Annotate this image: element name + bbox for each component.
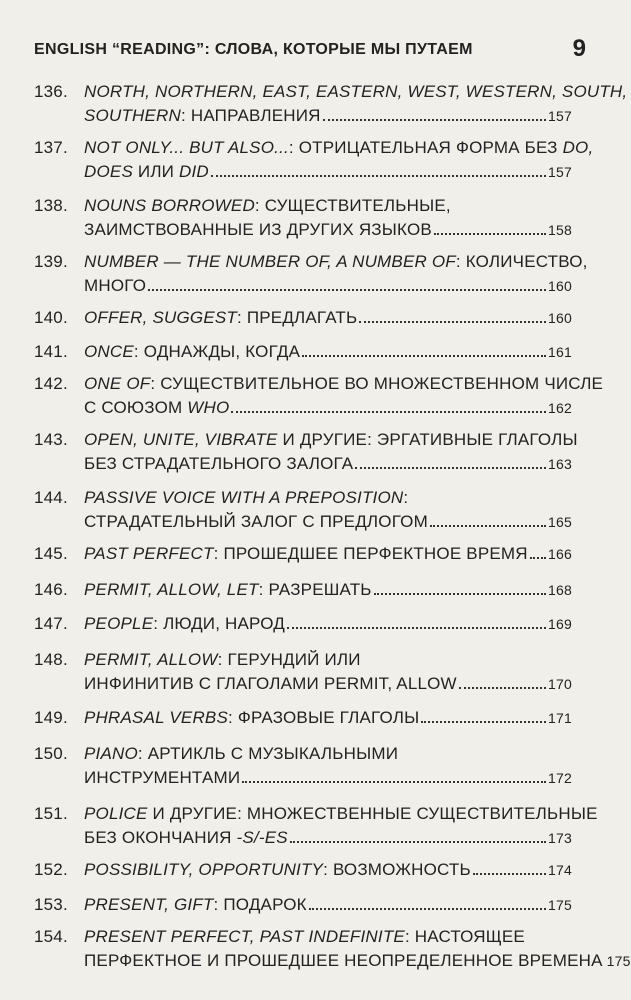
entry-term: PRESENT, GIFT [84,895,214,914]
dot-leader [374,578,546,595]
entry-number: 138. [34,196,68,215]
toc-entry-line [34,510,572,534]
toc-entry-text [34,578,372,602]
dot-leader [355,452,546,469]
entry-number: 152. [34,860,68,879]
entry-page-number: 174 [548,862,572,878]
toc-entry-text [84,766,240,790]
toc-entry-line [34,766,572,790]
entry-term: POSSIBILITY, OPPORTUNITY [84,860,324,879]
entry-number: 137. [34,138,68,157]
dot-leader [231,396,546,413]
entry-term: DO, [562,138,594,157]
toc-entry[interactable] [34,802,598,850]
dot-leader [430,510,546,527]
entry-description: С СОЮЗОМ [84,398,188,417]
entry-term: NUMBER — THE NUMBER OF, A NUMBER OF [84,252,456,271]
entry-number: 139. [34,252,68,271]
entry-page-number: 161 [548,344,572,360]
toc-entry-text [34,374,603,393]
entry-description: : НАСТОЯЩЕЕ [404,927,525,946]
toc-entry-text [34,82,627,101]
toc-entry-text [34,804,598,823]
dot-leader [287,612,546,629]
toc-entry-line [34,648,572,672]
entry-number: 147. [34,614,68,633]
toc-entry-line [34,372,604,396]
toc-entry-line [34,742,572,766]
toc-entry-text [84,160,209,184]
toc-entry-text [34,542,528,566]
entry-description: : ВОЗМОЖНОСТЬ [323,860,471,879]
dot-leader [434,218,546,235]
toc-entry[interactable] [34,925,631,973]
dot-leader [148,274,546,291]
toc-entry-text [34,744,398,763]
entry-number: 148. [34,650,68,669]
entry-description: МНОГО [84,276,147,295]
toc-entry-text [84,510,428,534]
entry-page-number: 166 [548,546,572,562]
entry-term: NORTH, NORTHERN, EAST, EASTERN, WEST, WESTERN, SOUTH, [84,82,628,101]
entry-term: OPEN, UNITE, VIBRATE [84,430,278,449]
toc-entry-text [34,706,419,730]
entry-page-number: 165 [548,514,572,530]
entry-page-number: 173 [548,830,572,846]
entry-description: : ПРЕДЛАГАТЬ [236,308,358,327]
entry-term: PASSIVE VOICE WITH A PREPOSITION [84,488,404,507]
toc-entry[interactable] [34,578,572,602]
toc-entry-line [34,340,572,364]
dot-leader [473,858,546,875]
dot-leader [459,672,546,689]
toc-entry-text [34,430,578,449]
entry-number: 153. [34,895,68,914]
entry-term: ONCE [84,342,134,361]
entry-page-number: 158 [548,222,572,238]
toc-entry[interactable] [34,136,594,184]
toc-entry[interactable] [34,340,572,364]
entry-description: : ОТРИЦАТЕЛЬНАЯ ФОРМА БЕЗ [288,138,563,157]
dot-leader [290,826,546,843]
entry-description: ИНСТРУМЕНТАМИ [84,768,241,787]
toc-entry[interactable] [34,250,588,298]
entry-description: ПЕРФЕКТНОЕ И ПРОШЕДШЕЕ НЕОПРЕДЕЛЕННОЕ ВРЕМЕНА [84,951,603,970]
toc-entry-line [34,428,578,452]
toc-entry-text [34,252,588,271]
entry-number: 143. [34,430,68,449]
entry-number: 151. [34,804,68,823]
entry-description: И ДРУГИЕ: ЭРГАТИВНЫЕ ГЛАГОЛЫ [277,430,578,449]
toc-entry-line [34,80,628,104]
entry-term: PHRASAL VERBS [84,708,229,727]
entry-number: 144. [34,488,68,507]
toc-entry-line [34,925,572,949]
entry-number: 140. [34,308,68,327]
entry-page-number: 172 [548,770,572,786]
dot-leader [530,542,546,559]
entry-description: : ФРАЗОВЫЕ ГЛАГОЛЫ [228,708,420,727]
toc-entry-line [34,802,598,826]
toc-entry-text [34,858,471,882]
entry-term: SOUTHERN [84,106,181,125]
entry-number: 141. [34,342,68,361]
toc-entry[interactable] [34,486,572,534]
toc-entry[interactable] [34,648,572,696]
toc-entry-line [34,486,572,510]
dot-leader [359,306,546,323]
toc-entry-text [34,138,593,157]
entry-page-number: 175 [606,953,631,969]
toc-entry-line [34,194,572,218]
entry-description: БЕЗ СТРАДАТЕЛЬНОГО ЗАЛОГА [84,454,354,473]
entry-description: : [403,488,409,507]
toc-entry-text [34,196,451,215]
toc-entry[interactable] [34,306,572,330]
entry-number: 154. [34,927,68,946]
dot-leader [323,104,546,121]
entry-number: 149. [34,708,68,727]
toc-entry-line [34,250,588,274]
entry-term: PAST PERFECT [84,544,214,563]
entry-description: : ОДНАЖДЫ, КОГДА [133,342,301,361]
toc-entry-text [84,396,229,420]
toc-entry-line [34,274,572,298]
entry-number: 136. [34,82,68,101]
entry-description: ИЛИ [132,162,180,181]
toc-entry-line [34,858,572,882]
toc-entry-line [34,136,594,160]
toc-entry[interactable] [34,706,572,730]
entry-page-number: 168 [548,582,572,598]
entry-description: : ГЕРУНДИЙ ИЛИ [217,650,361,669]
toc-entry-line [34,672,572,696]
toc-entry[interactable] [34,80,628,128]
entry-description: И ДРУГИЕ: МНОЖЕСТВЕННЫЕ СУЩЕСТВИТЕЛЬНЫЕ [147,804,598,823]
toc-entry-text [84,672,457,696]
toc-entry-line [34,578,572,602]
entry-term: ONE OF [84,374,151,393]
dot-leader [421,706,546,723]
entry-description: : НАПРАВЛЕНИЯ [181,106,321,125]
entry-term: POLICE [84,804,148,823]
toc-entry[interactable] [34,372,604,420]
toc-entry-line [34,949,631,973]
toc-entry-text [84,452,353,476]
toc-entry-text [34,488,408,507]
entry-description: ЗАИМСТВОВАННЫЕ ИЗ ДРУГИХ ЯЗЫКОВ [84,220,432,239]
toc-entry-text [34,893,307,917]
toc-entry-text [84,218,432,242]
entry-description: : ПОДАРОК [213,895,307,914]
entry-term: -S/-ES [236,828,288,847]
toc-entry-line [34,306,572,330]
toc-entry-text [84,104,321,128]
entry-number: 146. [34,580,68,599]
toc-entry[interactable] [34,612,572,636]
entry-page-number: 160 [548,310,572,326]
entry-description: : РАЗРЕШАТЬ [258,580,372,599]
running-header [34,35,586,65]
toc-entry-line [34,706,572,730]
entry-term: PRESENT PERFECT, PAST INDEFINITE [84,927,405,946]
toc-entry-text [34,927,525,946]
toc-entry[interactable] [34,542,572,566]
toc-entry-text [84,826,288,850]
entry-page-number: 175 [548,897,572,913]
entry-description: ИНФИНИТИВ С ГЛАГОЛАМИ PERMIT, ALLOW [84,674,457,693]
entry-description: : КОЛИЧЕСТВО, [455,252,588,271]
toc-entry-line [34,826,572,850]
header-title: ENGLISH “READING”: СЛОВА, КОТОРЫЕ МЫ ПУТАЕМ [34,41,473,58]
toc-entry-line [34,104,572,128]
entry-term: PERMIT, ALLOW [84,650,218,669]
entry-page-number: 169 [548,616,572,632]
entry-description: : ПРОШЕДШЕЕ ПЕРФЕКТНОЕ ВРЕМЯ [213,544,528,563]
entry-term: OFFER, SUGGEST [84,308,237,327]
toc-entry-text [34,612,285,636]
entry-page-number: 157 [548,108,572,124]
entry-term: PERMIT, ALLOW, LET [84,580,259,599]
entry-description: : СУЩЕСТВИТЕЛЬНЫЕ, [254,196,451,215]
toc-entry-text [34,340,300,364]
entry-page-number: 160 [548,278,572,294]
dot-leader [211,160,546,177]
entry-term: PEOPLE [84,614,154,633]
entry-description: : АРТИКЛЬ С МУЗЫКАЛЬНЫМИ [137,744,399,763]
toc-entry[interactable] [34,858,572,882]
toc-entry-line [34,542,572,566]
entry-term: NOT ONLY... BUT ALSO... [84,138,289,157]
toc-entry-line [34,160,572,184]
toc-entry-text [84,949,603,973]
entry-description: : ЛЮДИ, НАРОД [153,614,285,633]
entry-term: DOES [84,162,133,181]
toc-entry-text [34,306,357,330]
entry-term: DID [179,162,209,181]
entry-page-number: 170 [548,676,572,692]
entry-description: БЕЗ ОКОНЧАНИЯ [84,828,237,847]
entry-page-number: 171 [548,710,572,726]
entry-description: СТРАДАТЕЛЬНЫЙ ЗАЛОГ С ПРЕДЛОГОМ [84,512,428,531]
entry-term: NOUNS BORROWED [84,196,255,215]
entry-number: 150. [34,744,68,763]
toc-entry[interactable] [34,893,572,917]
entry-term: WHO [187,398,230,417]
entry-page-number: 157 [548,164,572,180]
entry-page-number: 163 [548,456,572,472]
entry-number: 145. [34,544,68,563]
entry-description: : СУЩЕСТВИТЕЛЬНОЕ ВО МНОЖЕСТВЕННОМ ЧИСЛЕ [150,374,604,393]
toc-entry-line [34,893,572,917]
toc-entry-line [34,396,572,420]
dot-leader [309,893,546,910]
dot-leader [302,340,546,357]
toc-entry-text [84,274,146,298]
page-number: 9 [572,35,586,62]
toc-entry[interactable] [34,742,572,790]
toc-entry-line [34,612,572,636]
entry-number: 142. [34,374,68,393]
dot-leader [242,766,546,783]
toc-entry-line [34,218,572,242]
toc-entry-text [34,650,361,669]
entry-page-number: 162 [548,400,572,416]
toc-entry-line [34,452,572,476]
toc-entry[interactable] [34,428,578,476]
entry-term: PIANO [84,744,138,763]
toc-entry[interactable] [34,194,572,242]
